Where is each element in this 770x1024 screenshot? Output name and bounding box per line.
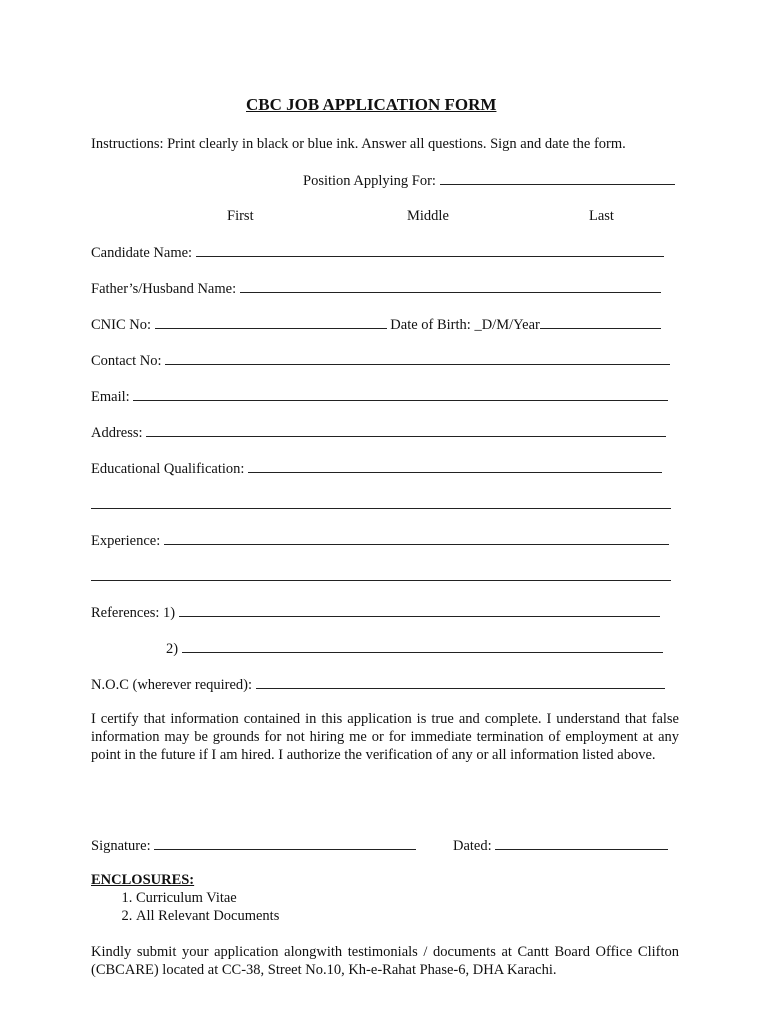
enclosure-item: 2. All Relevant Documents [136,907,279,925]
dated-blank[interactable] [495,836,668,850]
certification-statement: I certify that information contained in this application is true and complete. I understand that false information may be grounds for not hiring me or for immediate termination of employment at any point in the future if I am hired. I authorize the verification of any or all information listed above. [91,711,679,763]
experience-blank[interactable] [164,531,669,545]
education-field [91,459,662,478]
noc-blank[interactable] [256,675,665,689]
experience-field [91,531,669,550]
cnic-dob-field [91,315,661,334]
position-blank[interactable] [440,171,675,185]
address-blank[interactable] [146,423,666,437]
education-blank-2[interactable] [91,495,671,509]
email-label: Email: [91,389,130,405]
contact-blank[interactable] [165,351,670,365]
dated-field [453,836,668,855]
dob-blank[interactable] [540,315,661,329]
father-husband-name-blank[interactable] [240,279,661,293]
contact-label: Contact No: [91,353,162,369]
noc-field [91,675,665,694]
name-column-middle: Middle [407,208,449,224]
contact-field [91,351,670,370]
position-applying-field [303,171,675,190]
experience-field-continued [91,567,671,586]
name-column-last: Last [589,208,614,224]
address-field [91,423,666,442]
experience-label: Experience: [91,533,161,549]
dob-label: Date of Birth: _D/M/Year [390,317,540,333]
reference-2-field [166,639,663,658]
references-label: References: 1) [91,605,176,621]
enclosure-item: 1. Curriculum Vitae [136,889,279,907]
father-husband-name-field [91,279,661,298]
signature-label: Signature: [91,838,151,854]
reference-1-blank[interactable] [179,603,660,617]
address-label: Address: [91,425,143,441]
email-field [91,387,668,406]
candidate-name-field [91,243,664,262]
page-title: CBC JOB APPLICATION FORM [246,95,497,114]
father-husband-name-label: Father’s/Husband Name: [91,281,237,297]
enclosures-list [91,889,279,925]
candidate-name-label: Candidate Name: [91,245,193,261]
name-column-first: First [227,208,254,224]
education-field-continued [91,495,671,514]
signature-field [91,836,416,855]
cnic-label: CNIC No: [91,317,152,333]
signature-blank[interactable] [154,836,416,850]
dated-label: Dated: [453,838,492,854]
reference-2-label: 2) [166,641,179,657]
footer-note: Kindly submit your application alongwith testimonials / documents at Cantt Board Office Clifton (CBCARE) located at CC-38, Street No.10, Kh-e-Rahat Phase-6, DHA Karachi. [91,944,679,978]
email-blank[interactable] [133,387,668,401]
candidate-name-blank[interactable] [196,243,664,257]
education-label: Educational Qualification: [91,461,245,477]
noc-label: N.O.C (wherever required): [91,677,253,693]
reference-2-blank[interactable] [182,639,663,653]
cnic-blank[interactable] [155,315,387,329]
education-blank[interactable] [248,459,662,473]
reference-1-field [91,603,660,622]
enclosures-heading: ENCLOSURES: [91,872,195,888]
instructions-text: Instructions: Print clearly in black or blue ink. Answer all questions. Sign and date the form. [91,136,626,152]
position-label: Position Applying For: [303,173,436,189]
experience-blank-2[interactable] [91,567,671,581]
